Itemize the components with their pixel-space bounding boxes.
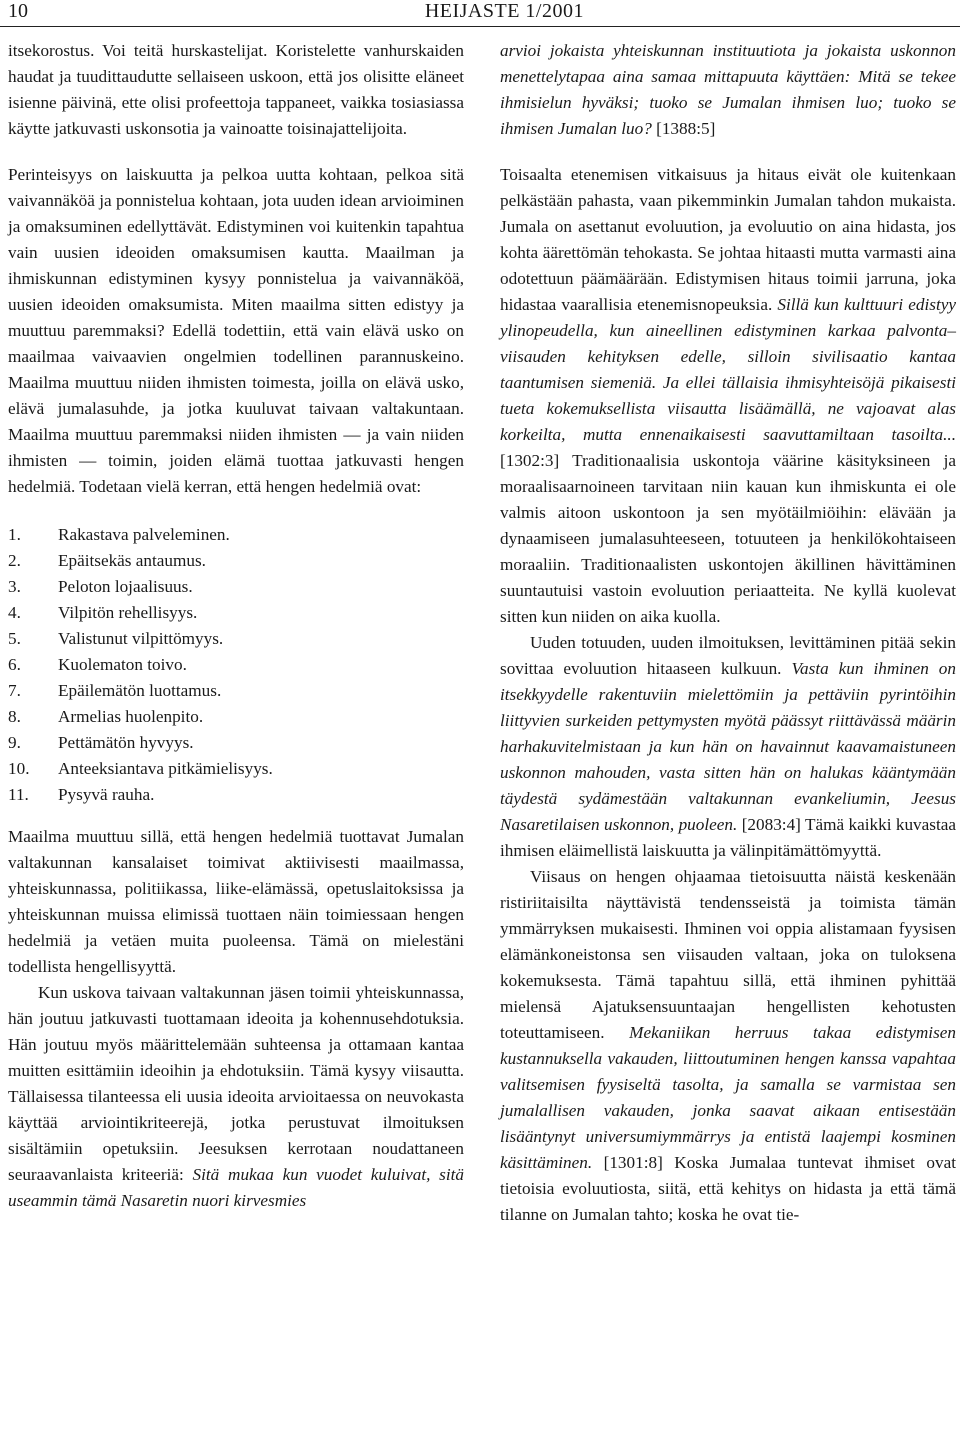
list-item [8, 522, 464, 548]
list-item-number: 1. [8, 525, 21, 544]
paragraph-text: Viisaus on hengen ohjaamaa tietoisuutta näistä keskenään ristiriitaisilta näyttävistä tendensseistä ja toimista tämän ymmärryksen mukaisesti. Ihminen voi oppia alistamaan fyysisen elämänkoneistonsa sen viisauden valtaan, joka on tuloksena kokemuksesta. Tämä tapahtuu sillä, että ihminen pyhittää mielensä Ajatuksensuuntaajan hengellisten kehotusten toteuttamiseen. [500, 867, 956, 1042]
list-item-text: Kuolematon toivo. [58, 655, 187, 674]
reference: [2083:4] Tämä kaikki kuvastaa ihmisen eläimellistä laiskuutta ja välinpitämättömyyttä. [500, 815, 956, 860]
list-item [8, 652, 464, 678]
list-item-number: 2. [8, 551, 21, 570]
list-item [8, 782, 464, 808]
list-item-text: Anteeksiantava pitkämielisyys. [58, 759, 273, 778]
list-item [8, 600, 464, 626]
list-item-number: 4. [8, 603, 21, 622]
list-item [8, 756, 464, 782]
paragraph: Maailma muuttuu sillä, että hengen hedelmiä tuottavat Jumalan valtakunnan kansalaiset toimivat aktiivisesti maailmassa, yhteiskunnassa, politiikassa, liike-elämässä, opetuslaitoksissa ja yhteiskunnan muissa elimissä tuottaen näin toimiessaan hengen hedelmiä ja vetäen muita puoleensa. Tämä on mielestäni todellista hengellisyyttä. [8, 827, 464, 976]
list-item-text: Rakastava palveleminen. [58, 525, 230, 544]
paragraph [500, 864, 956, 1228]
right-column [500, 38, 956, 1228]
quote-text: Sitä mukaa kun vuodet kuluivat, sitä useammin tämä Nasaretin nuori kirvesmies [8, 1165, 464, 1210]
list-item-number: 10. [8, 759, 30, 778]
left-column [8, 38, 464, 1214]
paragraph-text: Uuden totuuden, uuden ilmoituksen, levittäminen pitää sekin sovittaa evoluution hitaaseen kulkuun. [500, 633, 956, 678]
reference: [1301:8] Koska Jumalaa tuntevat ihmiset ovat tietoisia evoluutiosta, siitä, että kehitys on hidasta ja että tämä tilanne on Jumalan tahto; koska he ovat tie- [500, 1153, 956, 1224]
quote-text: Sillä kun kulttuuri edistyy ylinopeudella, kun aineellinen edistyminen karkaa palvonta–viisauden kehityksen edelle, silloin sivilisaatio kantaa taantumisen siemeniä. Ja ellei tällaisia ihmisyhteisöjä pikaisesti tueta kokemuksellista viisautta lisäämällä, ne vajoavat alas korkeilta, mutta ennenaikaisesti saavuttamiltaan tasoilta... [500, 295, 957, 444]
magazine-title: HEIJASTE 1/2001 [424, 0, 584, 22]
list-item [8, 704, 464, 730]
list-item-text: Pettämätön hyvyys. [58, 733, 194, 752]
page-number: 10 [8, 0, 28, 22]
reference: [1302:3] Traditionaalisia uskontoja väärine käsityksineen ja moraalisaarnoineen tarvitaan niin kauan kun ihmiskunta ei ole valmis aitoon uskontoon ja sen myötäilmiöihin: elävään ja dynaamiseen jumalasuhteeseen, totuuteen ja henkilökohtaiseen moraaliin. Traditionaalisten uskontojen äkillinen hävittäminen suuntautuisi vastoin evoluution periaatteita. Ne kyllä kuolevat sitten kun niiden on aika kuolla. [500, 451, 956, 626]
list-item [8, 626, 464, 652]
quote-text: Vasta kun ihminen on itsekkyydelle rakentuviin mielettömiin ja pettäviin pyrintöihin liittyvien surkeiden pettymysten myötä päässyt riittävässä määrin harhakuvitelmistaan ja kun hän on havainnut kaavamaistuneen uskonnon mahouden, vasta sitten hän on halukas kääntymään täydestä sydämestään valtakunnan evankeliumin, Jeesus Nasaretilaisen uskonnon, puoleen. [500, 659, 956, 834]
list-item-number: 7. [8, 681, 21, 700]
list-item-number: 3. [8, 577, 21, 596]
list-item [8, 730, 464, 756]
paragraph [500, 630, 956, 864]
quote-text: Mekaniikan herruus takaa edistymisen kustannuksella vakauden, liittoutuminen hengen kanssa vapahtaa valitsemisen fyysiseltä tasolta, ja samalla se varmistaa sen jumalallisen vakauden, jonka saavat aikaan entisestään lisääntynyt universumiymmärrys ja entistä laajempi kosminen käsittäminen. [500, 1023, 956, 1172]
list-item-text: Pysyvä rauha. [58, 785, 155, 804]
list-item-text: Epäilemätön luottamus. [58, 681, 222, 700]
paragraph [500, 38, 956, 142]
list-item-number: 9. [8, 733, 21, 752]
list-item-text: Epäitsekäs antaumus. [58, 551, 206, 570]
paragraph: itsekorostus. Voi teitä hurskastelijat. Koristelette vanhurskaiden haudat ja tuudittaudutte sellaiseen uskoon, että jos olisitte eläneet isienne päivinä, ette olisi profeettoja tappaneet, vaikka tosiasiassa käytte jatkuvasti uskonsotia ja vainoatte toisinajattelijoita. [8, 41, 464, 138]
list-item-number: 8. [8, 707, 21, 726]
list-item [8, 574, 464, 600]
list-item-text: Peloton lojaalisuus. [58, 577, 193, 596]
reference: [1388:5] [651, 119, 716, 138]
list-item-text: Armelias huolenpito. [58, 707, 204, 726]
paragraph [500, 162, 956, 630]
page-header [0, 0, 960, 27]
list-item [8, 548, 464, 574]
list-item-text: Valistunut vilpittömyys. [58, 629, 224, 648]
paragraph-text: Kun uskova taivaan valtakunnan jäsen toimii yhteiskunnassa, hän joutuu jatkuvasti tuottamaan ideoita ja kohennusehdotuksia. Hän joutuu myös määrittelemään suhteensa ja ottamaan kantaa muitten esittämiin ideoihin ja ehdotuksiin. Tämä kysyy viisautta. Tällaisessa tilanteessa eli uusia ideoita arvioitaessa on neuvokasta käyttää arviointikriteerejä, jotka perustuvat ilmoituksen sisältämiin opetuksiin. Jeesuksen kerrotaan noudattaneen seuraavanlaista kriteeriä: [8, 983, 464, 1184]
list-item-number: 11. [8, 785, 29, 804]
list-item [8, 678, 464, 704]
list-item-text: Vilpitön rehellisyys. [58, 603, 198, 622]
paragraph: Perinteisyys on laiskuutta ja pelkoa uutta kohtaan, pelkoa sitä vaivannäköä ja ponnistelua kohtaan, jota uuden idean arvioiminen ja omaksuminen edellyttävät. Edistyminen voi kuitenkin tapahtua vain uusien ideoiden omaksumisen kautta. Maailman ja ihmiskunnan edistyminen kysyy ponnistelua ja vaivannäköä, uusien ideoiden omaksumista. Miten maailma sitten edistyy ja muuttuu paremmaksi? Edellä todettiin, että vain elävä usko on maailmaa vaivaavien ongelmien todellinen parannuskeino. Maailma muuttuu niiden ihmisten toimesta, joilla on elävä usko, elävä jumalasuhde, ja jotka kuuluvat taivaan valtakuntaan. Maailma muuttuu paremmaksi niiden ihmisten — ja vain niiden ihmisten — toimin, joiden elämä tuottaa jatkuvasti hengen hedelmiä. Todetaan vielä kerran, että hengen hedelmiä ovat: [8, 165, 464, 496]
list-item-number: 6. [8, 655, 21, 674]
list-item-number: 5. [8, 629, 21, 648]
spirit-fruits-list [8, 522, 464, 808]
paragraph-text: Toisaalta etenemisen vitkaisuus ja hitaus eivät ole kuitenkaan pelkästään pahasta, vaan pikemminkin Jumalan tahdon mukaista. Jumala on asettanut evoluution, ja evoluutio on aina hidasta, jos kohta äärettömän tehokasta. Se johtaa hitaasti mutta varmasti aina odotettuun päämäärään. Edistymisen hitaus toimii jarruna, joka hidastaa vaarallisia etenemisnopeuksia. [500, 165, 956, 314]
quote-text: arvioi jokaista yhteiskunnan instituutiota ja jokaista uskonnon menettelytapaa aina samaa mittapuuta käyttäen: Mitä se tekee ihmisielun hyväksi; tuoko se Jumalan ihmisen luo; tuoko se ihmisen Jumalan luo? [500, 41, 956, 138]
paragraph [8, 980, 464, 1214]
